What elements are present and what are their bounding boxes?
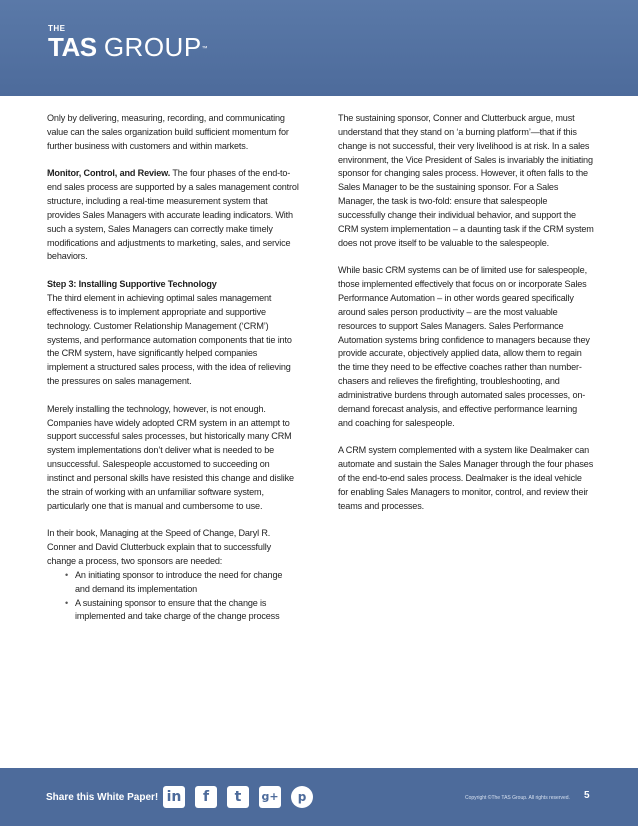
- page-header: [0, 0, 638, 96]
- step3-section: [47, 278, 299, 389]
- right-column: [338, 112, 594, 527]
- logo-trademark: ™: [201, 46, 208, 52]
- pinterest-icon[interactable]: p: [291, 786, 313, 808]
- social-share-icons: [163, 786, 313, 808]
- paragraph-sustaining-sponsor: The sustaining sponsor, Conner and Clutterbuck argue, must understand that they stand on ‘a burning platform’—that if this change is not successful, their very livelihood is at risk. In a sales environment, the Vice President of Sales is invariably the initiating sponsor for changing sales process. However, it often falls to the Sales Manager to be the sustaining sponsor. For a Sales Manager, the task is two-fold: ensure that salespeople successfully change their individual behavior, and support the CRM system implementation – a daunting task if the CRM system does not prove itself to be valuable to the salespeople.: [338, 113, 594, 248]
- monitor-control-text: The four phases of the end-to-end sales process are supported by a sales management control structure, including a real-time measurement system that provides Sales Managers with accurate leading indicators. With such a system, Sales Managers can correctly make timely modifications and adjustments to marketing, sales, and service behaviors.: [47, 168, 299, 262]
- paragraph-book: In their book, Managing at the Speed of Change, Daryl R. Conner and David Clutterbuck explain that to successfully change a process, two sponsors are needed:: [47, 528, 271, 566]
- paragraph-monitor-control: [47, 167, 299, 264]
- facebook-icon[interactable]: f: [195, 786, 217, 808]
- paragraph-value: Only by delivering, measuring, recording, and communicating value can the sales organization build sufficient momentum for further business with customers and within markets.: [47, 113, 289, 151]
- paragraph-dealmaker: A CRM system complemented with a system like Dealmaker can automate and sustain the Sales Manager through the four phases of the end-to-end sales process. Dealmaker is the ideal vehicle for enabling Sales Managers to monitor, control, and review their teams and processes.: [338, 445, 594, 511]
- logo-wordmark: [48, 33, 208, 61]
- copyright-text: Copyright ©The TAS Group. All rights reserved.: [465, 795, 570, 801]
- google-plus-icon[interactable]: g+: [259, 786, 281, 808]
- monitor-control-lead: Monitor, Control, and Review.: [47, 168, 171, 179]
- sponsor-list-item: • An initiating sponsor to introduce the need for change and demand its implementation: [65, 569, 299, 597]
- sponsor-list-item: • A sustaining sponsor to ensure that the change is implemented and take charge of the change process: [65, 597, 299, 625]
- share-label: Share this White Paper!: [46, 792, 159, 803]
- step3-heading: Step 3: Installing Supportive Technology: [47, 279, 217, 290]
- sponsor-list: [47, 569, 299, 624]
- linkedin-icon[interactable]: in: [163, 786, 185, 808]
- logo-the: THE: [48, 24, 66, 33]
- step3-paragraph: The third element in achieving optimal sales management effectiveness is to implement appropriate and supportive technology. Customer Relationship Management (‘CRM’) systems, and performance automation components that tie into the CRM system, have significantly helped companies implement a structured sales process, with the idea of relieving the pressures on sales management.: [47, 292, 292, 387]
- left-column: [47, 112, 299, 624]
- logo-group: GROUP: [103, 32, 202, 62]
- tas-group-logo: [48, 24, 208, 61]
- paragraph-installing: Merely installing the technology, however, is not enough. Companies have widely adopted CRM system in an attempt to support successful sales processes, but historically many CRM system implementations don’t deliver what is needed to be unsuccessful. Salespeople accustomed to succeeding on instinct and personal skills have resisted this change and dislike the strain of working with an unfamiliar software system, particularly one that is manual and cumbersome to use.: [47, 403, 294, 511]
- page-footer: [0, 768, 638, 826]
- twitter-icon[interactable]: t: [227, 786, 249, 808]
- logo-tas: TAS: [48, 32, 97, 62]
- page-number: 5: [584, 790, 590, 801]
- paragraph-crm-systems: While basic CRM systems can be of limited use for salespeople, those implemented effectively that focus on or incorporate Sales Performance Automation – in other words geared specifically around sales person productivity – are the most valuable resources to support Sales Managers. Sales Performance Automation systems bring confidence to managers because they provide accurate, objectively applied data, allow them to regain the time they need to be effective coaches rather than number-chasers and relieves the firefighting, troubleshooting, and administrative burdens through automated sales processes, on-demand forecast analysis, and effective performance learning and coaching for salespeople.: [338, 265, 590, 428]
